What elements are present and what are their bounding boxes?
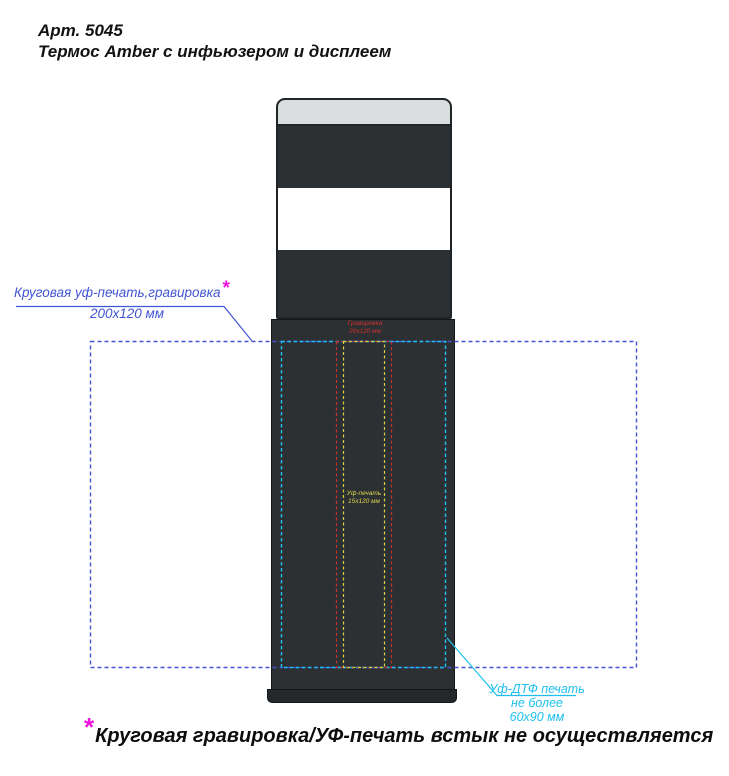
engraving-label: Гравировка	[347, 320, 383, 327]
circular-print-label: Круговая уф-печать,гравировка	[14, 285, 221, 300]
circular-print-asterisk: *	[222, 278, 230, 299]
product-title: Термос Amber с инфьюзером и дисплеем	[38, 42, 392, 61]
header	[38, 20, 391, 62]
uv-print-size: 15х120 мм	[347, 497, 381, 505]
footnote	[84, 712, 714, 747]
engraving-size: 20х120 мм	[348, 327, 382, 335]
engraving-label-group	[324, 320, 406, 335]
uv-print-label: Уф-печать	[346, 490, 382, 497]
dtf-size: 60х90 мм	[509, 710, 565, 724]
dtf-limit: не более	[511, 696, 563, 710]
footnote-asterisk: *	[84, 712, 95, 742]
dtf-label: Уф-ДТФ печать	[489, 682, 585, 696]
circular-print-size: 200х120 мм	[89, 306, 165, 321]
footnote-text: Круговая гравировка/УФ-печать встык не осуществляется	[95, 725, 714, 747]
circular-print-label-row	[14, 278, 240, 301]
thermos-lid-band-lower	[278, 250, 450, 317]
uv-print-label-group	[323, 490, 405, 505]
thermos-lid-section	[276, 98, 452, 319]
thermos-display-band	[278, 188, 450, 250]
article-number: Арт. 5045	[38, 21, 123, 40]
circular-print-annotation	[14, 278, 240, 322]
thermos-base	[267, 689, 457, 703]
thermos-lid-band-upper	[278, 126, 450, 188]
thermos-cap	[278, 100, 450, 126]
